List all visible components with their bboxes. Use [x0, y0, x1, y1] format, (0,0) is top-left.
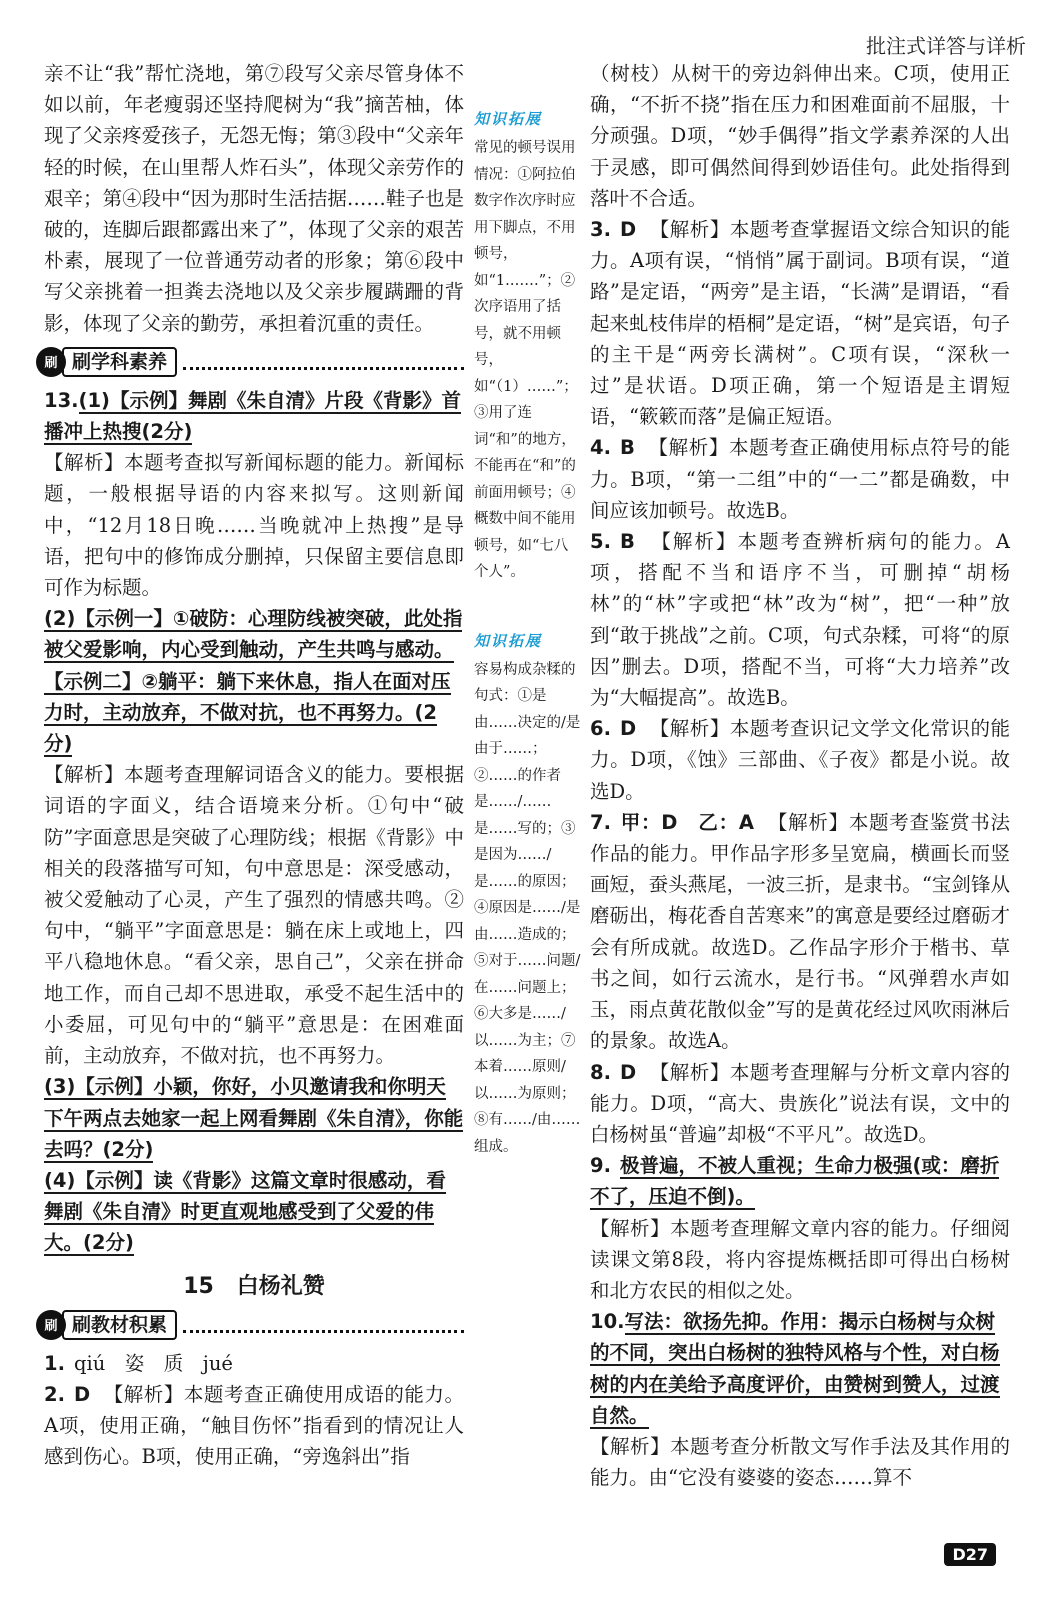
lesson-number: 15: [183, 1273, 214, 1299]
question-13: [44, 385, 464, 1259]
question-number: 5.: [590, 530, 611, 554]
analysis-text: 【解析】本题考查正确使用标点符号的能力。B项，“第一二组”中的“一二”都是确数，中间应该加顿号。故选B。: [590, 436, 1010, 522]
question-10-analysis: 【解析】本题考查分析散文写作手法及其作用的能力。由“它没有婆婆的姿态……算不: [590, 1434, 1010, 1490]
question-1: [44, 1348, 464, 1379]
question-number: 10.: [590, 1310, 625, 1334]
answer-letter: D: [620, 1060, 637, 1084]
question-3: [590, 214, 1010, 432]
analysis-text: 【解析】本题考查理解与分析文章内容的能力。D项，“高大、贵族化”说法有误，文中的白杨树虽“普遍”却极“不平凡”。故选D。: [590, 1060, 1010, 1146]
answer-letter: D: [620, 717, 637, 741]
answer-text: 极普遍，不被人重视；生命力极强(或：磨折不了，压迫不倒)。: [590, 1154, 1000, 1209]
intro-paragraph: 亲不让“我”帮忙浇地，第⑦段写父亲尽管身体不如以前，年老瘦弱还坚持爬树为“我”摘苦柚，体现了父亲疼爱孩子，无怨无悔；第③段中“父亲年轻的时候，在山里帮人炸石头”，体现父亲劳作的艰辛；第④段中“因为那时生活拮据……鞋子也是破的，连脚后跟都露出来了”，体现了父亲的艰苦朴素，展现了一位普通劳动者的形象；第⑥段中写父亲挑着一担粪去浇地以及父亲步履蹒跚的背影，体现了父亲的勤劳，承担着沉重的责任。: [44, 62, 464, 335]
knowledge-text: 容易构成杂糅的句式：①是由……决定的/是由于……；②……的作者是……/……是……写的；③是因为……/是……的原因；④原因是……/是由……造成的；⑤对于……问题/在……问题上；⑥大多是……/以……为主；⑦本着……原则/以……为原则；⑧有……/由……组成。: [474, 661, 581, 1155]
left-column: [44, 58, 464, 1472]
analysis-text: 【解析】本题考查掌握语文综合知识的能力。A项有误，“悄悄”属于副词。B项有误，“道路”是定语，“两旁”是主语，“长满”是谓语，“看起来虬枝伟岸的梧桐”是定语，“树”是宾语，句子的主干是“两旁长满树”。C项有误，“深秋一过”是状语。D项正确，第一个短语是主谓短语，“簌簌而落”是偏正短语。: [590, 218, 1010, 429]
knowledge-box-2: [474, 630, 582, 1161]
question-5: [590, 526, 1010, 713]
answer-letter: D: [620, 218, 637, 242]
question-number: 13.: [44, 388, 79, 412]
question-10-answer: [590, 1306, 1010, 1431]
page-header-title: 批注式详答与详析: [866, 34, 1026, 58]
knowledge-text: 常见的顿号误用情况：①阿拉伯数字作次序时应用下脚点，不用顿号，如“1.……”；②次序语用了括号，就不用顿号，如“（1）……”；③用了连词“和”的地方，不能再在“和”的前面用顿号；④概数中间不能用顿号，如“七八个人”。: [474, 140, 578, 580]
answer-3: (3)【示例】小颖，你好，小贝邀请我和你明天下午两点去她家一起上网看舞剧《朱自清》，你能去吗？(2分): [44, 1075, 464, 1161]
question-9-answer: [590, 1150, 1010, 1212]
question-4: [590, 432, 1010, 526]
page-number-badge: D27: [944, 1543, 996, 1566]
analysis-text: 【解析】本题考查识记文学文化常识的能力。D项，《蚀》三部曲、《子夜》都是小说。故选D。: [590, 717, 1010, 803]
question-number: 2.: [44, 1382, 65, 1406]
question-number: 4.: [590, 436, 611, 460]
question-8: [590, 1057, 1010, 1151]
question-6: [590, 713, 1010, 807]
section-banner-textbook: [36, 1308, 464, 1342]
brush-icon: 刷: [36, 347, 66, 377]
dotted-divider: [183, 1317, 464, 1333]
section-title: 刷教材积累: [62, 1310, 177, 1340]
analysis-text: 【解析】本题考查辨析病句的能力。A项，搭配不当和语序不当，可删掉“胡杨林”的“林”字或把“林”改为“树”，把“一种”放到“敢于挑战”之前。C项，句式杂糅，可将“的原因”删去。D项，搭配不当，可将“大力培养”改为“大幅提高”。故选B。: [590, 530, 1010, 710]
question-number: 6.: [590, 717, 611, 741]
answer-text: qiú 姿 质 jué: [74, 1351, 233, 1375]
right-column: [590, 58, 1010, 1493]
analysis-text: 【解析】本题考查正确使用成语的能力。A项，使用正确，“触目伤怀”指看到的情况让人感到伤心。B项，使用正确，“旁逸斜出”指: [44, 1382, 464, 1469]
question-number: 8.: [590, 1060, 611, 1084]
question-number: 1.: [44, 1351, 65, 1375]
answer-letter: B: [620, 530, 635, 554]
knowledge-heading: 知识拓展: [474, 631, 543, 650]
answer-text: 写法：欲扬先抑。作用：揭示白杨树与众树的不同，突出白杨树的独特风格与个性，对白杨树的内在美给予高度评价，由赞树到赞人，过渡自然。: [590, 1310, 1000, 1427]
question-2: [44, 1379, 464, 1473]
question-9-analysis: 【解析】本题考查理解文章内容的能力。仔细阅读课文第8段，将内容提炼概括即可得出白杨树和北方农民的相似之处。: [590, 1216, 1010, 1302]
knowledge-heading: 知识拓展: [474, 110, 543, 128]
answer-2: (2)【示例一】①破防：心理防线被突破，此处指被父爱影响，内心受到触动，产生共鸣与感动。【示例二】②躺平：躺下来休息，指人在面对压力时，主动放弃，不做对抗，也不再努力。(2分): [44, 607, 463, 756]
question-number: 7.: [590, 810, 611, 834]
knowledge-sidebar: [474, 108, 582, 1204]
knowledge-box-1: [474, 108, 582, 586]
continued-text: （树枝）从树干的旁边斜伸出来。C项，使用正确，“不折不挠”指在压力和困难面前不屈服，十分顽强。D项，“妙手偶得”指文学素养深的人出于灵感，即可偶然间得到妙语佳句。此处指得到落叶不合适。: [590, 62, 1010, 210]
answer-4: (4)【示例】读《背影》这篇文章时很感动，看舞剧《朱自清》时更直观地感受到了父爱的伟大。(2分): [44, 1168, 446, 1255]
section-title: 刷学科素养: [62, 347, 177, 377]
question-7: [590, 807, 1010, 1057]
answer-1: (1)【示例】舞剧《朱自清》片段《背影》首播冲上热搜(2分): [44, 388, 461, 444]
analysis-text: 【解析】本题考查鉴赏书法作品的能力。甲作品字形多呈宽扁，横画长而竖画短，蚕头燕尾，一波三折，是隶书。“宝剑锋从磨砺出，梅花香自苦寒来”的寓意是要经过磨砺才会有所成就。故选D。乙作品字形介于楷书、草书之间，如行云流水，是行书。“风弹碧水声如玉，雨点黄花散似金”写的是黄花经过风吹雨淋后的景象。故选A。: [590, 810, 1010, 1053]
answer-letter: 甲：D 乙：A: [620, 810, 754, 834]
lesson-title: [44, 1269, 464, 1300]
answer-letter: D: [74, 1382, 91, 1406]
analysis-1: 【解析】本题考查拟写新闻标题的能力。新闻标题，一般根据导语的内容来拟写。这则新闻中，“12月18日晚……当晚就冲上热搜”是导语，把句中的修饰成分删掉，只保留主要信息即可作为标题。: [44, 451, 464, 600]
lesson-name: 白杨礼赞: [236, 1273, 325, 1299]
section-banner-literacy: [36, 345, 464, 379]
question-number: 9.: [590, 1154, 611, 1178]
analysis-2: 【解析】本题考查理解词语含义的能力。要根据词语的字面义，结合语境来分析。①句中“破防”字面意思是突破了心理防线；根据《背影》中相关的段落描写可知，句中意思是：深受感动，被父爱触动了心灵，产生了强烈的情感共鸣。②句中，“躺平”字面意思是：躺在床上或地上，四平八稳地休息。“看父亲，思自己”，父亲在拼命地工作，而自己却不思进取，承受不起生活中的小委屈，可见句中的“躺平”意思是：在困难面前，主动放弃，不做对抗，也不再努力。: [44, 763, 464, 1068]
dotted-divider: [183, 354, 464, 370]
brush-icon: 刷: [36, 1310, 66, 1340]
answer-letter: B: [620, 436, 635, 460]
question-number: 3.: [590, 218, 611, 242]
